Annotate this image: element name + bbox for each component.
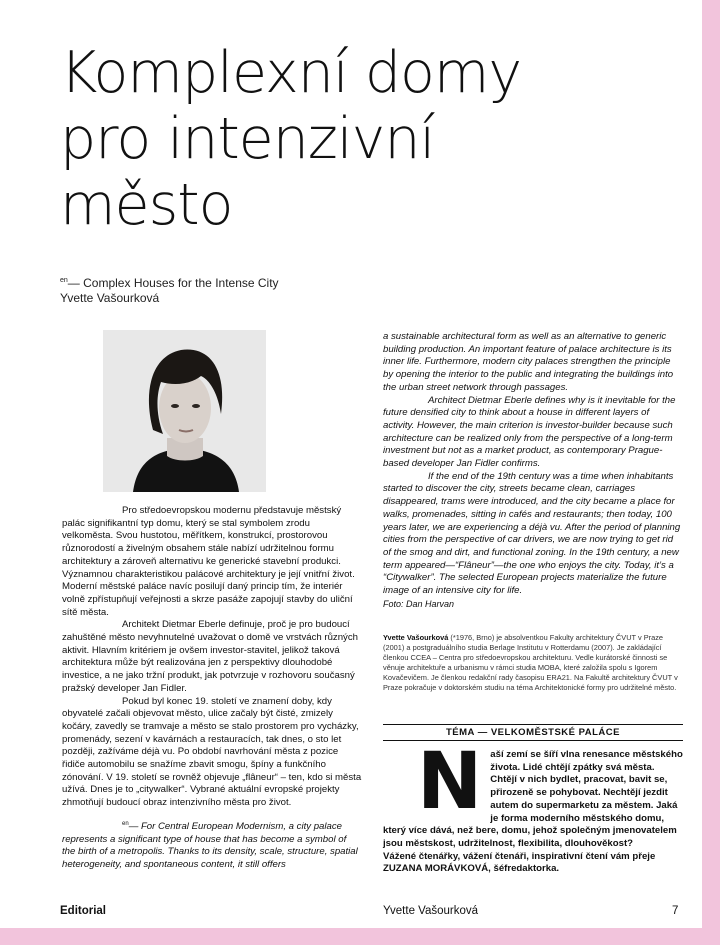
title-line-2: pro intenzivní [60,106,435,172]
en-marker-2: en [122,820,129,827]
author-name: Yvette Vašourková [60,291,160,305]
en-marker: en [60,277,68,284]
bio-name: Yvette Vašourková [383,633,449,642]
english-paragraph-3: If the end of the 19th century was a time when inhabitants started to discover the city, streets became clean, carriages disappeared, trams were introduced, and the city became a place for walks, promenades, sitting in cafés and restaurants; then today, 100 years later, we are experiencing a déjà vu. After the period of planning cities from the perspective of car drivers, we are now trying to get rid of the smog and dirt, and functional zoning. In the 19th century, a new term appeared—“Flâneur”—the one who enjoys the city. Today, it’s a “Citywalker”. The selected European projects materialize the future image of an intensive city for life. [383,470,681,597]
czech-paragraph-1: Pro středoevropskou modernu představuje městský palác signifikantní typ domu, který se stal symbolem zrodu velkoměsta. Svou hustotou, měřítkem, konstrukcí, prostorovou různorodostí a živelným obsahem stále nabízí udržitelnou formu architektury a zároveň alternativu ke generické stavební produkci. Významnou charakteristikou palácové architektury je její vnitřní život. Moderní městské paláce navíc posilují daný princip tím, že interiér volně zpřístupňují veřejnosti a skrze pasáže zapojují stavby do uliční sítě města. [62,505,355,618]
drop-cap: N [417,737,483,827]
english-intro [62,818,362,872]
english-body-text [383,331,683,610]
english-title-text: — Complex Houses for the Intense City [67,276,279,290]
section-label: Editorial [60,905,107,917]
english-paragraph-2: Architect Dietmar Eberle defines why is it inevitable for the future densified city to think about a house in different layers of activity. However, the main criterion is investor-builder because such architecture can be realized only from the perspective of a long-term investment but not as a market product, as contemporary Prague-based developer Jan Fidler confirms. [383,394,676,470]
english-paragraph-1: a sustainable architectural form as well as an alternative to generic building production. An important feature of palace architecture is its inner life. Furthermore, modern city palaces strengthen the principle by opening the interior to the public and integrating the buildings into the urban street network through passages. [383,331,674,393]
theme-signoff: Vážené čtenářky, vážení čtenáři, inspirativní čtení vám přeje ZUZANA MORÁVKOVÁ, šéfredaktorka. [383,850,656,875]
title-line-1: Komplexní domy [60,40,522,106]
page-number: 7 [672,905,679,917]
czech-paragraph-2: Architekt Dietmar Eberle definuje, proč je pro budoucí zahuštěné město nevyhnutelné uvažovat o domě ve vrstvách různých aktivit. Hlavním kritériem je ovšem investor-stavitel, jelikož taková architektura může být realizována jen z perspektivy dlouhodobé investice, a ne jako tržní produkt, jak potvrzuje v rozhovoru současný pražský developer Jan Fidler. [62,619,358,694]
portrait-image [103,330,266,492]
bio-text: (*1976, Brno) je absolventkou Fakulty architektury ČVUT v Praze (2001) a postgraduálního studia Berlage Institutu v Rotterdamu (2007). Je zakládající členkou CCEA – Centra pro středoevropskou architekturu. Vedle kurátorské činnosti se věnuje architektuře a urbanismu v rámci studia MOBA, které založila spolu s Igorem Kovačevičem. Je členkou redakční rady časopisu ERA21. Na Fakultě architektury ČVUT v Praze pokračuje v doktorském studiu na téma Architektonické formy pro udržitelné město. [383,633,678,692]
english-title [60,273,279,291]
czech-body-text [62,505,362,872]
footer-author: Yvette Vašourková [383,905,479,917]
author-bio [383,633,683,692]
theme-editorial [383,737,683,876]
photo-credit: Foto: Dan Harvan [383,598,455,609]
subtitle-block [60,273,279,306]
theme-text: aší zemí se šíří vlna renesance městského života. Lidé chtějí zpátky svá města. Chtějí v nich bydlet, pracovat, bavit se, přirozeně se pohybovat. Nechtějí jezdit autem do supermarketu za městem. Jaká je forma moderního městského domu, který více dává, než bere, domu, jehož společným jmenovatelem jsou městskost, udržitelnost, flexibilita, dlouhověkost? [383,749,683,849]
title-line-3: město [60,172,233,238]
czech-paragraph-3: Pokud byl konec 19. století ve znamení doby, kdy obyvatelé začali objevovat město, ulice začaly být čisté, zmizely kočáry, zavedly se tramvaje a město se stalo prostorem pro vycházky, promenády, sezení v kavárnách a restauracích, tak dnes, o sto let později, zažíváme déjà vu. Po období navrhování města z pozice řidiče automobilu se snažíme zbavit smogu, špíny a funkčního zónování. V 19. století se rovněž objevuje „flâneur“ – ten, kdo si města užívá. Dnes je to „citywalker“. Vybrané aktuální evropské projekty zhmotňují budoucí obraz intenzivního města pro život. [62,695,362,809]
article-title [60,40,680,238]
author-photo [103,330,266,492]
theme-header: TÉMA — VELKOMĚSTSKÉ PALÁCE [383,724,683,741]
english-intro-text: — For Central European Modernism, a city palace represents a significant type of house that has become a symbol of the birth of a metropolis. Thanks to its density, scale, structure, spatial heterogeneity, and spontaneous content, it still offers [62,820,358,870]
